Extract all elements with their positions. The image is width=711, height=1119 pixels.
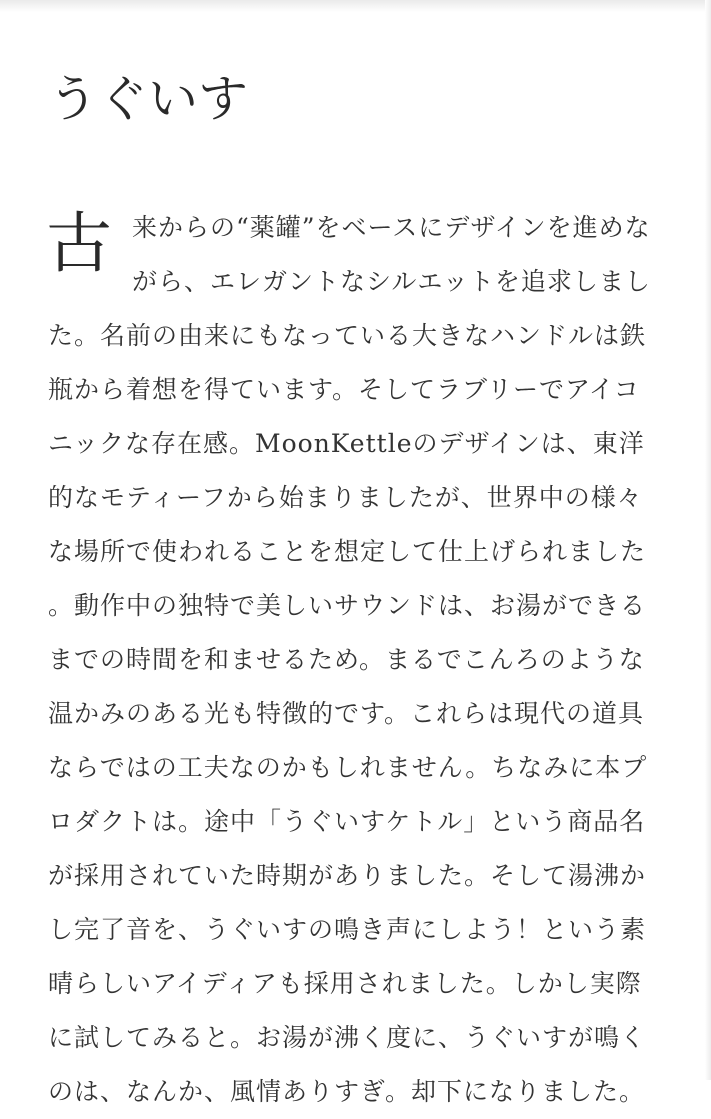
article-body-text: 来からの“薬罐”をベースにデザインを進めながら、エレガントなシルエットを追求しました。名前の由来にもなっている大きなハンドルは鉄瓶から着想を得ています。そしてラブリーでアイコニックな存在感。MoonKettleのデザインは、東洋的なモティーフから始まりましたが、世界中の様々な場所で使われることを想定して仕上げられました。動作中の独特で美しいサウンドは、お湯ができるまでの時間を和ませるため。まるでこんろのような温かみのある光も特徴的です。これらは現代の道具ならではの工夫なのかもしれません。ちなみに本プロダクトは。途中「うぐいすケトル」という商品名が採用されていた時期がありました。そして湯沸かし完了音を、うぐいすの鳴き声にしよう！という素晴らしいアイディアも採用されました。しかし実際に試してみると。お湯が沸く度に、うぐいすが鳴くのは、なんか、風情ありすぎ。却下になりました。 xyxy=(48,213,651,1106)
article xyxy=(46,68,664,1106)
article-title: うぐいす xyxy=(48,70,248,128)
article-body xyxy=(48,201,664,1119)
top-shadow xyxy=(0,0,711,12)
right-edge-shadow xyxy=(705,0,711,1080)
drop-cap: 古 xyxy=(46,205,113,282)
